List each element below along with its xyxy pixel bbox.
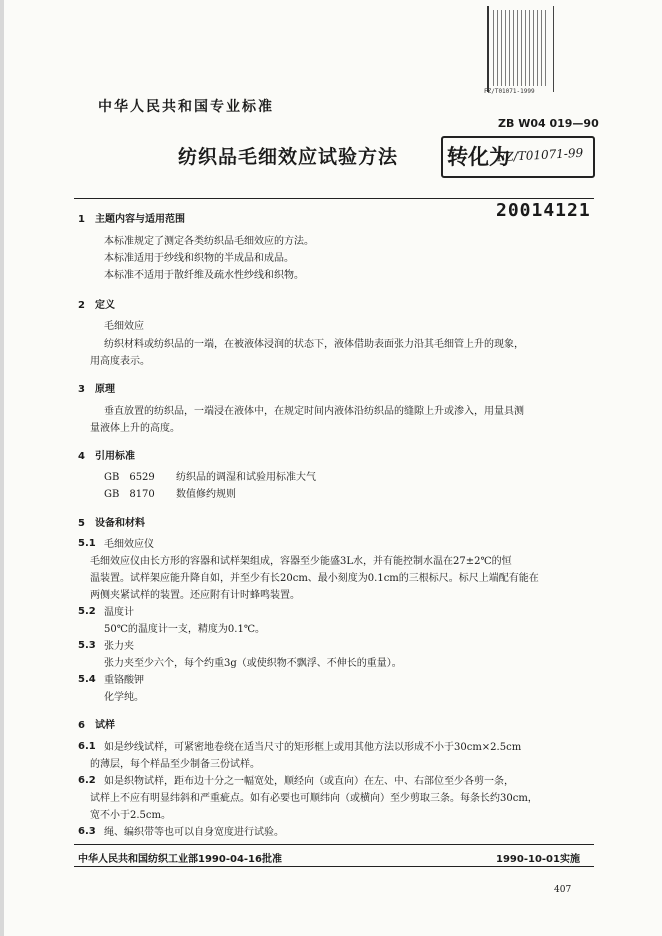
s62-line-1: 如是织物试样，距布边十分之一幅宽处，顺经向（或直向）在左、中、右部位至少各剪一条， [104,776,514,787]
s53-num: 5.3 [78,640,96,651]
s63-num: 6.3 [78,826,96,837]
approval-line: 中华人民共和国纺织工业部1990-04-16批准 [78,854,282,865]
effective-line: 1990-10-01实施 [496,854,580,865]
stamp-text: 转化为 [447,145,510,169]
barcode-box [487,6,554,92]
code-label: FZ/T01071-1999 [484,88,535,95]
bottom-rule [74,844,594,845]
s51-num: 5.1 [78,538,96,549]
std-number: ZB W04 019—90 [498,117,599,130]
s51-title: 毛细效应仪 [104,539,154,550]
s1-line-1: 本标准规定了测定各类纺织品毛细效应的方法。 [104,236,314,247]
section-4-title: 4 引用标准 [78,451,135,462]
section-3-title: 3 原理 [78,384,115,395]
s54-title: 重铬酸钾 [104,675,144,686]
section-2-title: 2 定义 [78,300,115,311]
s2-term: 毛细效应 [104,321,144,332]
s54-line: 化学纯。 [104,692,144,703]
s3-line-1: 垂直放置的纺织品，一端浸在液体中，在规定时间内液体沿纺织品的缝隙上升或渗入，用量具测 [104,406,524,417]
s1-line-3: 本标准不适用于散纤维及疏水性纱线和织物。 [104,270,304,281]
s51-line-3: 两侧夹紧试样的装置。还应附有计时蜂鸣装置。 [90,590,300,601]
stamp-handwritten: FZ/T01071-99 [496,145,584,165]
handwritten-number: 20014121 [496,200,591,221]
top-rule [74,198,594,199]
s61-line-2: 的薄层，每个样品至少制备三份试样。 [90,759,260,770]
barcode-hatch [493,10,549,86]
org-title: 中华人民共和国专业标准 [98,99,274,115]
s2-line-2: 用高度表示。 [90,356,150,367]
ref-2-name: 数值修约规则 [176,489,236,500]
s51-line-2: 温装置。试样架应能升降自如，并至少有长20cm、最小刻度为0.1cm的三根标尺。标尺上端配有能在 [90,573,539,584]
scan-edge [0,0,4,936]
s61-num: 6.1 [78,741,96,752]
s63-line: 绳、编织带等也可以自身宽度进行试验。 [104,827,284,838]
page-number: 407 [554,885,572,895]
section-1-title: 1 主题内容与适用范围 [78,214,185,225]
ref-1-name: 纺织品的调湿和试验用标准大气 [176,472,316,483]
s52-num: 5.2 [78,606,96,617]
s62-line-3: 宽不小于2.5cm。 [90,810,171,821]
s62-num: 6.2 [78,775,96,786]
s61-line-1: 如是纱线试样，可紧密地卷绕在适当尺寸的矩形框上或用其他方法以形成不小于30cm×2.5cm [104,742,522,753]
bottom-rule-2 [74,866,594,867]
s51-line-1: 毛细效应仪由长方形的容器和试样架组成，容器至少能盛3L水，并有能控制水温在27±2℃的恒 [90,556,512,567]
s62-line-2: 试样上不应有明显纬斜和严重疵点。如有必要也可顺纬向（或横向）至少剪取三条。每条长约30cm， [90,793,538,804]
s54-num: 5.4 [78,674,96,685]
s53-title: 张力夹 [104,641,134,652]
s2-line-1: 纺织材料或纺织品的一端，在被液体浸润的状态下，液体借助表面张力沿其毛细管上升的现象， [104,339,524,350]
doc-title: 纺织品毛细效应试验方法 [178,146,399,168]
s1-line-2: 本标准适用于纱线和织物的半成品和成品。 [104,253,294,264]
s3-line-2: 量液体上升的高度。 [90,423,180,434]
section-5-title: 5 设备和材料 [78,518,145,529]
s52-line: 50℃的温度计一支，精度为0.1℃。 [104,624,266,635]
ref-1-code: GB 6529 [104,472,155,483]
ref-2-code: GB 8170 [104,489,155,500]
s52-title: 温度计 [104,607,134,618]
section-6-title: 6 试样 [78,720,115,731]
s53-line: 张力夹至少六个，每个约重3g（或使织物不飘浮、不伸长的重量）。 [104,658,402,669]
